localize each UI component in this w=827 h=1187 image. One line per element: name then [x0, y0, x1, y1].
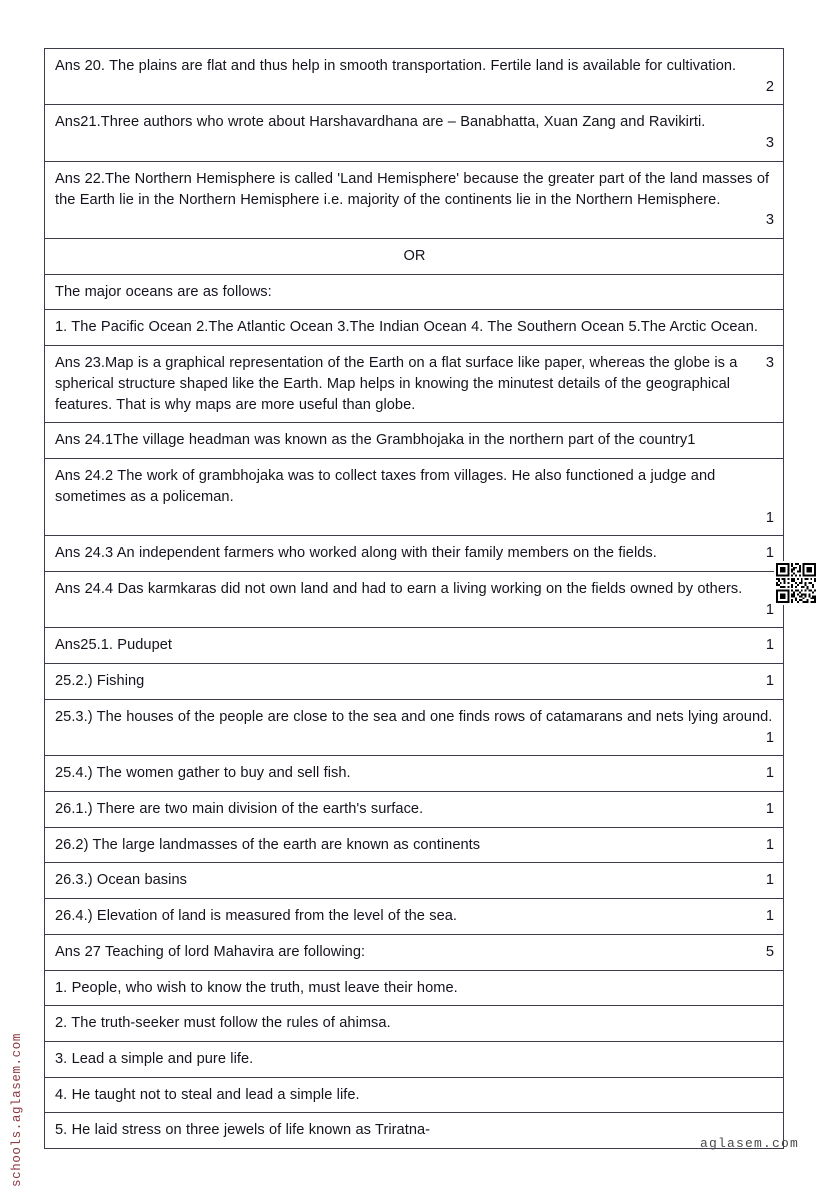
answer-cell-body [55, 282, 774, 303]
table-row [45, 161, 784, 238]
answer-mark: 1 [687, 432, 696, 449]
answer-mark: 1 [765, 509, 774, 526]
table-row [45, 1042, 784, 1078]
answer-text: Ans 27 Teaching of lord Mahavira are following: [55, 943, 366, 960]
table-row [45, 105, 784, 161]
table-row [45, 699, 784, 755]
answer-text: 25.4.) The women gather to buy and sell fish. [55, 765, 351, 782]
answer-cell-body [55, 56, 774, 97]
answer-cell-body [55, 112, 774, 153]
answer-mark: 1 [765, 673, 774, 690]
answer-mark: 1 [765, 601, 774, 618]
table-row [45, 536, 784, 572]
answer-cell-body [55, 1085, 774, 1106]
answer-cell-body [55, 707, 774, 748]
answer-cell-ans-26-3 [45, 863, 784, 899]
answer-cell-major-oceans-list [45, 310, 784, 346]
answer-cell-ans-26-1 [45, 791, 784, 827]
answer-mark: 2 [765, 78, 774, 95]
answer-text: OR [403, 248, 426, 265]
answer-cell-body [55, 430, 774, 451]
answer-cell-ans-27-point-4 [45, 1077, 784, 1113]
answer-text: 3. Lead a simple and pure life. [55, 1051, 254, 1067]
answer-cell-body [55, 246, 774, 267]
answer-cell-body [55, 466, 774, 528]
footer-watermark-text: aglasem.com [699, 1136, 799, 1151]
answer-cell-body [55, 543, 774, 564]
table-row [45, 934, 784, 970]
answer-cell-major-oceans-intro [45, 274, 784, 310]
table-row [45, 459, 784, 536]
answer-mark: 3 [765, 135, 774, 152]
answer-text: Ans 23.Map is a graphical representation of the Earth on a flat surface like paper, whereas the globe is a spherical structure shaped like the Earth. Map helps in knowing the minutest details of the geographical features. That is why maps are more useful than globe. [55, 355, 738, 413]
answer-cell-body [55, 799, 774, 820]
answer-cell-body [55, 169, 774, 231]
answer-cell-body [55, 671, 774, 692]
answer-mark: 1 [765, 545, 774, 562]
answer-text: 2. The truth-seeker must follow the rules of ahimsa. [55, 1015, 391, 1032]
table-row [45, 970, 784, 1006]
table-row [45, 423, 784, 459]
answer-text: Ans21.Three authors who wrote about Harshavardhana are – Banabhatta, Xuan Zang and Ravikirti. [55, 114, 706, 131]
table-row [45, 756, 784, 792]
answer-cell-body [55, 353, 774, 415]
answer-cell-ans-27-point-5 [45, 1113, 784, 1149]
answer-mark: 3 [765, 355, 774, 372]
qr-code[interactable] [774, 561, 818, 605]
answer-mark: 1 [765, 908, 774, 925]
answer-text: Ans 24.1The village headman was known as the Grambhojaka in the northern part of the country [55, 432, 688, 449]
table-row [45, 49, 784, 105]
answer-cell-ans-27 [45, 934, 784, 970]
answer-mark: 1 [765, 800, 774, 817]
answer-cell-body [55, 579, 774, 620]
answer-mark: 5 [765, 943, 774, 960]
answer-cell-body [55, 906, 774, 927]
answer-cell-or-separator [45, 239, 784, 275]
qr-code-glyph [776, 563, 816, 603]
answer-text: Ans 24.2 The work of grambhojaka was to collect taxes from villages. He also functioned a judge and sometimes as a policeman. [55, 468, 716, 505]
answer-text: 5. He laid stress on three jewels of life known as Triratna- [55, 1122, 431, 1139]
answer-mark: 1 [765, 637, 774, 654]
answer-mark: 1 [765, 836, 774, 853]
table-row [45, 571, 784, 627]
table-row [45, 791, 784, 827]
answer-text: 4. He taught not to steal and lead a simple life. [55, 1086, 360, 1103]
answer-text: 25.2.) Fishing [55, 673, 145, 690]
answer-cell-ans-24-1 [45, 423, 784, 459]
answer-text: 26.3.) Ocean basins [55, 872, 187, 889]
answer-cell-ans-27-point-3 [45, 1042, 784, 1078]
answer-cell-ans-24-2 [45, 459, 784, 536]
answer-text: Ans 22.The Northern Hemisphere is called 'Land Hemisphere' because the greater part of the land masses of the Earth lie in the Northern Hemisphere i.e. majority of the continents lie in the Northern Hemisphere. [55, 170, 770, 208]
answer-cell-ans-25-3 [45, 699, 784, 755]
table-row [45, 310, 784, 346]
table-row [45, 1113, 784, 1149]
table-row [45, 899, 784, 935]
answer-cell-ans-26-4 [45, 899, 784, 935]
answer-key-table [44, 48, 784, 1149]
answer-cell-ans-27-point-2 [45, 1006, 784, 1042]
table-row [45, 239, 784, 275]
answer-text: 25.3.) The houses of the people are close to the sea and one finds rows of catamarans and nets lying around. [55, 708, 773, 725]
answer-cell-ans-25-1 [45, 628, 784, 664]
answer-cell-ans-23 [45, 346, 784, 423]
answer-cell-ans-24-4 [45, 571, 784, 627]
answer-cell-ans-26-2 [45, 827, 784, 863]
answer-cell-ans-22 [45, 161, 784, 238]
answer-mark: 1 [765, 765, 774, 782]
answer-cell-body [55, 1013, 774, 1034]
table-row [45, 1077, 784, 1113]
answer-cell-body [55, 317, 774, 338]
answer-mark: 1 [765, 729, 774, 746]
answer-key-table-body [45, 49, 784, 1149]
answer-cell-body [55, 978, 774, 999]
answer-cell-ans-27-point-1 [45, 970, 784, 1006]
table-row [45, 1006, 784, 1042]
answer-cell-body [55, 635, 774, 656]
answer-cell-ans-21 [45, 105, 784, 161]
side-watermark [4, 877, 30, 1187]
answer-cell-body [55, 1049, 774, 1070]
answer-cell-body [55, 763, 774, 784]
answer-cell-body [55, 835, 774, 856]
answer-text: The major oceans are as follows: [55, 283, 272, 300]
table-row [45, 827, 784, 863]
answer-text: 1. People, who wish to know the truth, must leave their home. [55, 979, 458, 996]
answer-cell-ans-25-4 [45, 756, 784, 792]
table-row [45, 863, 784, 899]
answer-mark: 1 [765, 872, 774, 889]
answer-cell-body [55, 1120, 774, 1141]
table-row [45, 346, 784, 423]
answer-text: 26.2) The large landmasses of the earth are known as continents [55, 836, 481, 853]
answer-text: Ans 24.3 An independent farmers who worked along with their family members on the fields. [55, 545, 657, 562]
answer-text: Ans25.1. Pudupet [55, 637, 173, 654]
answer-mark: 3 [765, 212, 774, 229]
answer-cell-ans-24-3 [45, 536, 784, 572]
answer-cell-body [55, 870, 774, 891]
table-row [45, 274, 784, 310]
answer-text: Ans 20. The plains are flat and thus help in smooth transportation. Fertile land is available for cultivation. [55, 58, 737, 74]
answer-cell-ans-20 [45, 49, 784, 105]
answer-text: 26.1.) There are two main division of the earth's surface. [55, 800, 424, 817]
answer-cell-ans-25-2 [45, 664, 784, 700]
answer-cell-body [55, 942, 774, 963]
table-row [45, 628, 784, 664]
table-row [45, 664, 784, 700]
answer-text: 26.4.) Elevation of land is measured from the level of the sea. [55, 908, 458, 925]
answer-text: Ans 24.4 Das karmkaras did not own land and had to earn a living working on the fields owned by others. [55, 580, 743, 597]
answer-text: 1. The Pacific Ocean 2.The Atlantic Ocean 3.The Indian Ocean 4. The Southern Ocean 5.The Arctic Ocean. [55, 319, 758, 336]
side-watermark-text: schools.aglasem.com [10, 1033, 24, 1187]
